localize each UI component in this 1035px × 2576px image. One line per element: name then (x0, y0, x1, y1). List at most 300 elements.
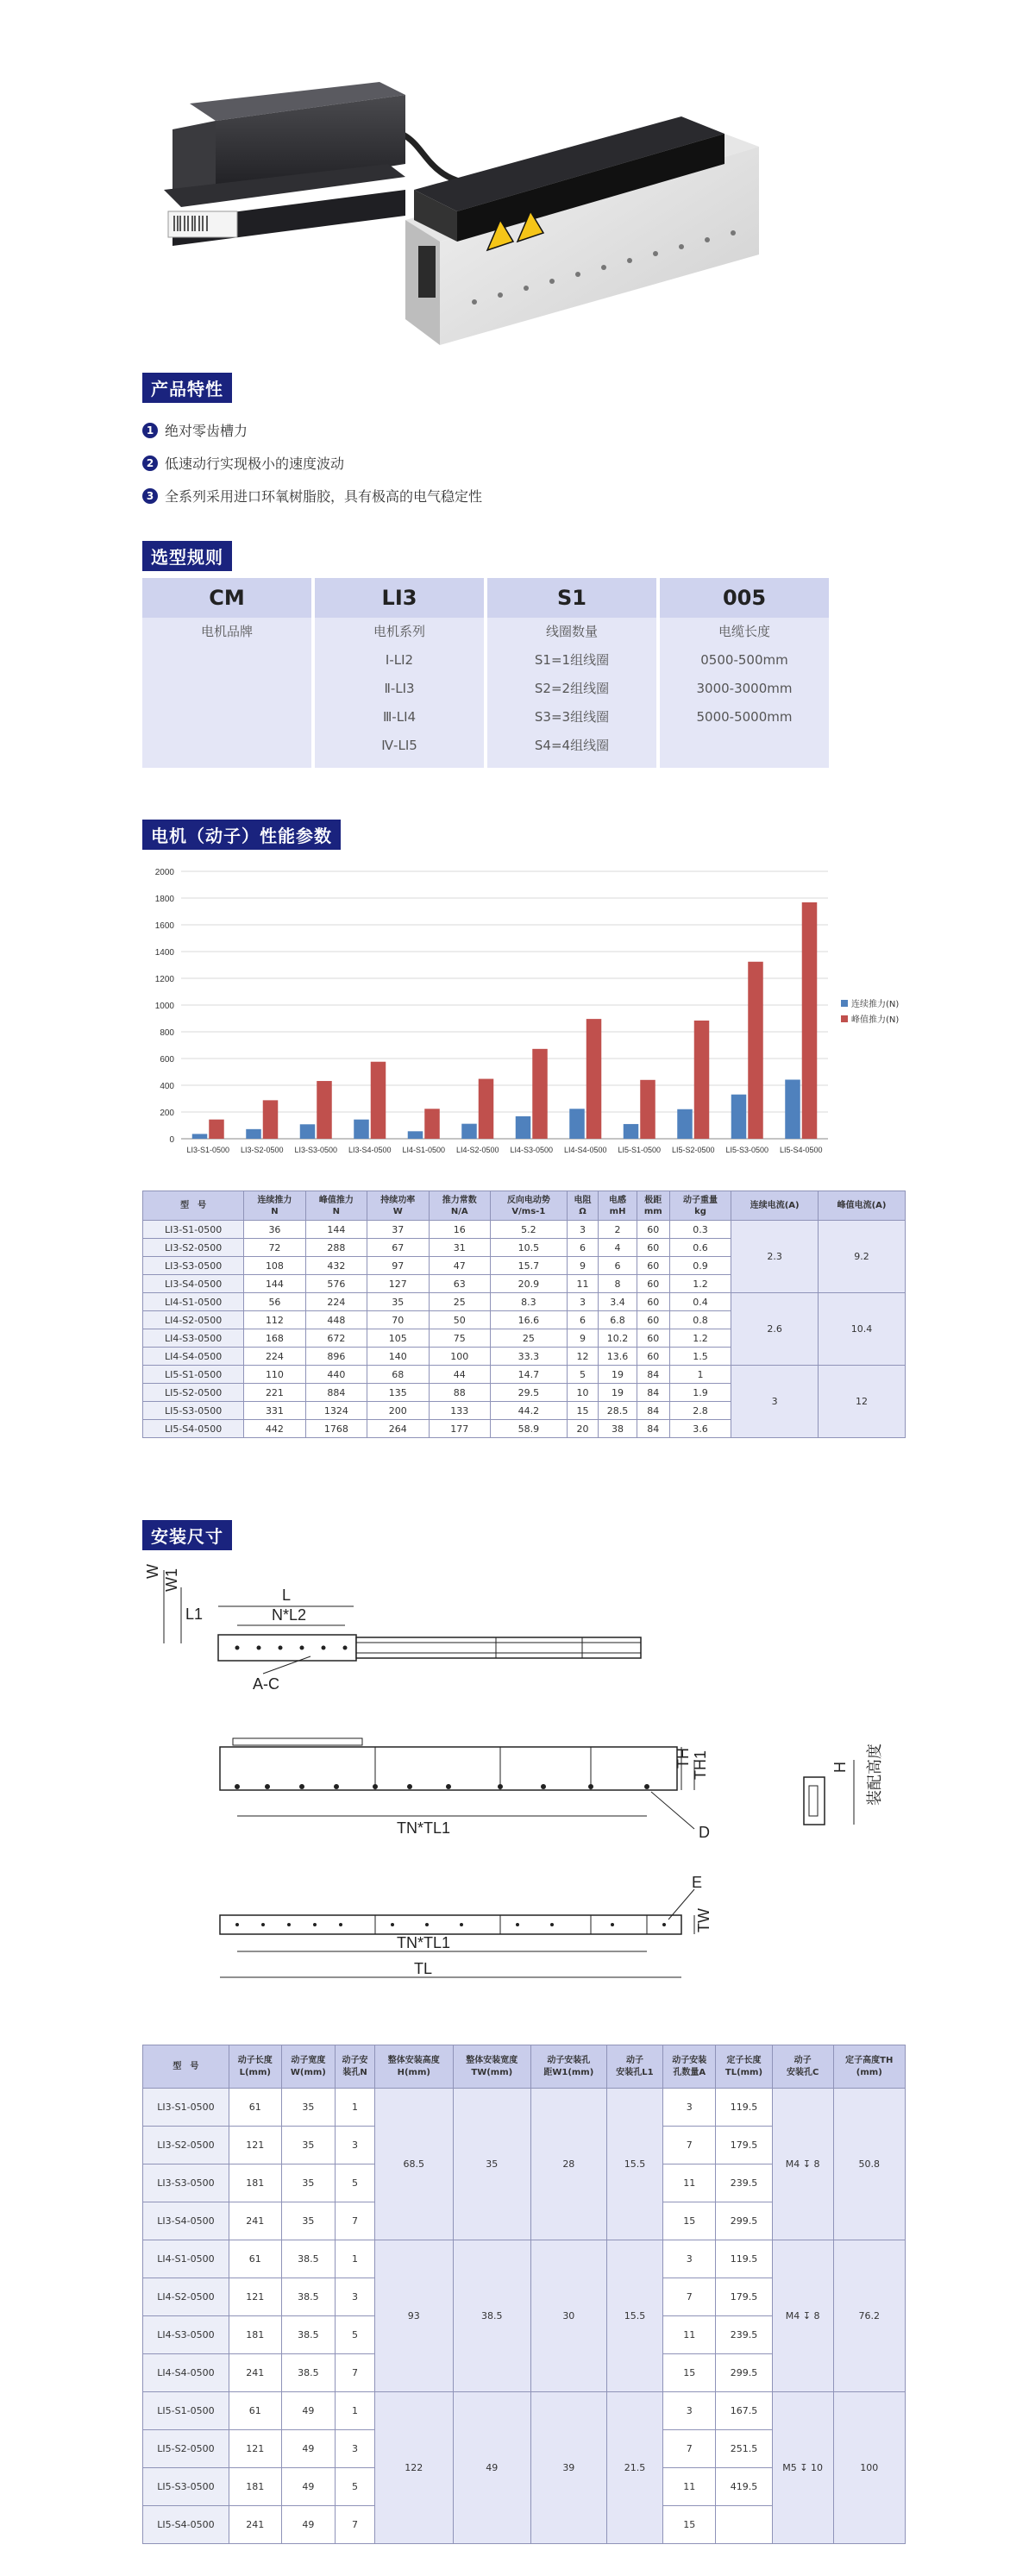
value-cell: 84 (637, 1384, 669, 1402)
selection-column-cable (660, 578, 829, 768)
peak-thrust-bar (479, 1079, 494, 1139)
value-cell: 72 (244, 1239, 305, 1257)
model-cell: LI5-S2-0500 (143, 1384, 244, 1402)
value-cell: 60 (637, 1239, 669, 1257)
value-cell: 6.8 (599, 1311, 637, 1329)
feature-text: 绝对零齿槽力 (165, 423, 248, 439)
y-tick-label: 200 (160, 1109, 174, 1118)
group-h-cell: 68.5 (375, 2089, 454, 2240)
value-cell: 105 (367, 1329, 429, 1348)
dim-tntl1b-label: TN*TL1 (397, 1934, 451, 1951)
value-cell: 0.9 (669, 1257, 731, 1275)
peak-thrust-bar (371, 1062, 386, 1139)
value-cell: 127 (367, 1275, 429, 1293)
value-cell: 58.9 (490, 1420, 567, 1438)
selection-column-series (315, 578, 484, 768)
value-cell: 3 (567, 1221, 599, 1239)
mount-header-cell: 动子长度 L(mm) (229, 2045, 281, 2089)
group-w1-cell: 30 (531, 2240, 607, 2392)
value-cell: 44 (429, 1366, 490, 1384)
dim-nl2-label: N*L2 (272, 1606, 307, 1624)
value-cell: 14.7 (490, 1366, 567, 1384)
value-cell: 68 (367, 1366, 429, 1384)
value-cell: 0.4 (669, 1293, 731, 1311)
value-cell: 60 (637, 1348, 669, 1366)
value-cell: 5 (567, 1366, 599, 1384)
thrust-chart (129, 858, 837, 1173)
value-cell: 60 (637, 1311, 669, 1329)
value-cell: 8 (599, 1275, 637, 1293)
value-cell: 168 (244, 1329, 305, 1348)
peak-current-cell: 10.4 (819, 1293, 906, 1366)
mount-table-row (143, 2392, 906, 2430)
value-cell: 63 (429, 1275, 490, 1293)
value-cell: 179.5 (716, 2127, 773, 2164)
continuous-current-cell: 2.3 (731, 1221, 819, 1293)
value-cell: 110 (244, 1366, 305, 1384)
continuous-thrust-bar (461, 1124, 477, 1139)
legend-label: 峰值推力(N) (851, 1015, 900, 1025)
peak-current-cell: 9.2 (819, 1221, 906, 1293)
value-cell: 299.5 (716, 2202, 773, 2240)
value-cell: 896 (305, 1348, 367, 1366)
y-tick-label: 0 (169, 1135, 174, 1145)
selection-line: Ⅳ-LI5 (381, 738, 417, 753)
selection-code: S1 (487, 578, 656, 618)
value-cell: 97 (367, 1257, 429, 1275)
group-l1-cell: 21.5 (606, 2392, 663, 2544)
value-cell: 119.5 (716, 2240, 773, 2278)
value-cell: 1 (669, 1366, 731, 1384)
thread-depth: 10 (811, 2462, 823, 2473)
selection-column-coils (487, 578, 656, 768)
thread-depth: 8 (813, 2310, 820, 2322)
thread-depth: 8 (813, 2158, 820, 2170)
value-cell: 29.5 (490, 1384, 567, 1402)
selection-code: CM (142, 578, 311, 618)
perf-header-cell: 反向电动势 V/ms-1 (490, 1191, 567, 1221)
model-cell: LI3-S3-0500 (143, 2164, 229, 2202)
perf-header-cell: 型 号 (143, 1191, 244, 1221)
mount-header-cell: 动子安装孔 距W1(mm) (531, 2045, 607, 2089)
model-cell: LI3-S4-0500 (143, 1275, 244, 1293)
continuous-thrust-bar (569, 1109, 585, 1139)
perf-header-cell: 持续功率 W (367, 1191, 429, 1221)
y-tick-label: 1000 (154, 1002, 174, 1011)
dim-tntl1-label: TN*TL1 (397, 1819, 451, 1837)
x-tick-label: LI4-S3-0500 (510, 1146, 554, 1154)
model-cell: LI3-S4-0500 (143, 2202, 229, 2240)
selection-line: 电缆长度 (718, 624, 770, 639)
product-photo (121, 35, 776, 345)
peak-thrust-bar (694, 1021, 710, 1139)
value-cell: 241 (229, 2202, 281, 2240)
perf-header-cell: 连续推力 N (244, 1191, 305, 1221)
value-cell: 672 (305, 1329, 367, 1348)
value-cell: 8.3 (490, 1293, 567, 1311)
value-cell: 7 (663, 2430, 716, 2468)
value-cell: 33.3 (490, 1348, 567, 1366)
mount-header-cell: 动子宽度 W(mm) (281, 2045, 335, 2089)
model-cell: LI5-S4-0500 (143, 2506, 229, 2544)
value-cell: 20.9 (490, 1275, 567, 1293)
value-cell: 4 (599, 1239, 637, 1257)
value-cell: 25 (490, 1329, 567, 1348)
perf-header-cell: 电感 mH (599, 1191, 637, 1221)
dim-tl-label: TL (414, 1960, 433, 1977)
group-c-cell (772, 2392, 833, 2544)
feature-number: 1 (142, 423, 158, 438)
model-cell: LI5-S2-0500 (143, 2430, 229, 2468)
value-cell: 49 (281, 2468, 335, 2506)
value-cell: 1 (336, 2392, 375, 2430)
value-cell: 3 (567, 1293, 599, 1311)
value-cell: 19 (599, 1384, 637, 1402)
depth-arrow-icon: ↧ (800, 2310, 814, 2322)
group-tw-cell: 49 (453, 2392, 531, 2544)
feature-text: 全系列采用进口环氧树脂胶，具有极高的电气稳定性 (165, 488, 483, 505)
value-cell: 144 (305, 1221, 367, 1239)
performance-table (142, 1191, 906, 1438)
value-cell: 10 (567, 1384, 599, 1402)
model-cell: LI4-S3-0500 (143, 1329, 244, 1348)
perf-table-row (143, 1366, 906, 1384)
continuous-thrust-bar (300, 1124, 316, 1139)
value-cell: 3 (663, 2240, 716, 2278)
selection-line: 0500-500mm (700, 652, 788, 668)
value-cell: 15 (663, 2506, 716, 2544)
selection-line: S1=1组线圈 (534, 652, 610, 668)
value-cell: 3.4 (599, 1293, 637, 1311)
value-cell: 49 (281, 2392, 335, 2430)
perf-header-cell: 动子重量 kg (669, 1191, 731, 1221)
group-l1-cell: 15.5 (606, 2240, 663, 2392)
y-tick-label: 1800 (154, 895, 174, 904)
value-cell: 440 (305, 1366, 367, 1384)
value-cell: 38.5 (281, 2354, 335, 2392)
dim-ac-label: A-C (253, 1675, 279, 1693)
value-cell: 60 (637, 1275, 669, 1293)
value-cell: 7 (663, 2278, 716, 2316)
value-cell: 5 (336, 2468, 375, 2506)
peak-thrust-bar (586, 1019, 602, 1139)
x-tick-label: LI5-S2-0500 (671, 1146, 715, 1154)
value-cell: 224 (305, 1293, 367, 1311)
value-cell: 11 (663, 2164, 716, 2202)
continuous-thrust-bar (246, 1129, 261, 1139)
features-title: 产品特性 (142, 373, 232, 403)
end-view-diagram (794, 1712, 923, 1833)
value-cell: 140 (367, 1348, 429, 1366)
value-cell: 38.5 (281, 2278, 335, 2316)
group-h-cell: 93 (375, 2240, 454, 2392)
value-cell: 11 (663, 2468, 716, 2506)
model-cell: LI4-S2-0500 (143, 1311, 244, 1329)
value-cell: 10.2 (599, 1329, 637, 1348)
y-tick-label: 400 (160, 1082, 174, 1091)
perf-header-cell: 峰值电流(A) (819, 1191, 906, 1221)
value-cell: 3 (336, 2430, 375, 2468)
continuous-current-cell: 2.6 (731, 1293, 819, 1366)
peak-thrust-bar (532, 1049, 548, 1139)
group-w1-cell: 28 (531, 2089, 607, 2240)
selection-code: LI3 (315, 578, 484, 618)
x-tick-label: LI3-S4-0500 (348, 1146, 392, 1154)
dim-h-label: H (831, 1762, 849, 1773)
value-cell: 288 (305, 1239, 367, 1257)
perf-header-cell: 极距 mm (637, 1191, 669, 1221)
value-cell: 3 (663, 2392, 716, 2430)
value-cell: 61 (229, 2240, 281, 2278)
selection-line: Ⅰ-LI2 (385, 652, 414, 668)
value-cell: 35 (281, 2089, 335, 2127)
selection-code: 005 (660, 578, 829, 618)
mount-header-cell: 动子 安装孔L1 (606, 2045, 663, 2089)
model-cell: LI3-S1-0500 (143, 2089, 229, 2127)
dim-w1-label: W1 (163, 1568, 180, 1592)
mount-header-cell: 动子 安装孔C (772, 2045, 833, 2089)
peak-thrust-bar (263, 1100, 279, 1139)
dim-l1-label: L1 (185, 1605, 204, 1623)
value-cell: 9 (567, 1257, 599, 1275)
perf-header-cell: 电阻 Ω (567, 1191, 599, 1221)
perf-header-cell: 推力常数 N/A (429, 1191, 490, 1221)
value-cell: 20 (567, 1420, 599, 1438)
value-cell: 0.3 (669, 1221, 731, 1239)
value-cell: 10.5 (490, 1239, 567, 1257)
x-tick-label: LI5-S4-0500 (779, 1146, 823, 1154)
model-cell: LI4-S3-0500 (143, 2316, 229, 2354)
selection-line: S2=2组线圈 (534, 681, 610, 696)
group-th-cell: 50.8 (833, 2089, 905, 2240)
continuous-thrust-bar (354, 1120, 369, 1139)
selection-line: 线圈数量 (545, 624, 598, 639)
feature-number: 2 (142, 456, 158, 471)
value-cell: 84 (637, 1366, 669, 1384)
peak-thrust-bar (748, 962, 763, 1139)
value-cell: 100 (429, 1348, 490, 1366)
performance-title: 电机（动子）性能参数 (142, 820, 341, 850)
model-cell: LI5-S3-0500 (143, 1402, 244, 1420)
selection-line: S4=4组线圈 (534, 738, 610, 753)
selection-line: 电机品牌 (200, 624, 253, 639)
value-cell: 1324 (305, 1402, 367, 1420)
value-cell: 84 (637, 1402, 669, 1420)
value-cell: 181 (229, 2468, 281, 2506)
value-cell: 200 (367, 1402, 429, 1420)
value-cell: 3 (336, 2278, 375, 2316)
value-cell: 3.6 (669, 1420, 731, 1438)
group-tw-cell: 35 (453, 2089, 531, 2240)
perf-table-row (143, 1293, 906, 1311)
x-tick-label: LI4-S2-0500 (455, 1146, 499, 1154)
x-tick-label: LI4-S4-0500 (563, 1146, 607, 1154)
selection-line: Ⅲ-LI4 (382, 709, 417, 725)
dim-d-label: D (699, 1824, 710, 1841)
mount-header-cell: 动子安装 孔数量A (663, 2045, 716, 2089)
value-cell: 5 (336, 2316, 375, 2354)
value-cell: 299.5 (716, 2354, 773, 2392)
value-cell: 1.2 (669, 1275, 731, 1293)
selection-line: 电机系列 (373, 624, 425, 639)
group-l1-cell: 15.5 (606, 2089, 663, 2240)
legend-label: 连续推力(N) (851, 1000, 900, 1009)
value-cell: 1.9 (669, 1384, 731, 1402)
value-cell: 264 (367, 1420, 429, 1438)
group-h-cell: 122 (375, 2392, 454, 2544)
install-title: 安装尺寸 (142, 1520, 232, 1550)
peak-thrust-bar (802, 902, 818, 1139)
value-cell: 7 (336, 2506, 375, 2544)
mount-header-cell: 整体安装宽度 TW(mm) (453, 2045, 531, 2089)
mount-header-cell: 型 号 (143, 2045, 229, 2089)
model-cell: LI3-S2-0500 (143, 2127, 229, 2164)
x-tick-label: LI3-S1-0500 (186, 1146, 230, 1154)
value-cell: 35 (281, 2127, 335, 2164)
value-cell: 61 (229, 2089, 281, 2127)
value-cell: 61 (229, 2392, 281, 2430)
value-cell: 6 (567, 1239, 599, 1257)
group-c-cell (772, 2240, 833, 2392)
y-tick-label: 1200 (154, 975, 174, 984)
thread-size: M4 (785, 2158, 800, 2170)
value-cell: 135 (367, 1384, 429, 1402)
value-cell: 6 (567, 1311, 599, 1329)
feature-item (142, 420, 248, 440)
mount-table-row (143, 2240, 906, 2278)
value-cell: 1768 (305, 1420, 367, 1438)
value-cell: 7 (336, 2202, 375, 2240)
value-cell: 70 (367, 1311, 429, 1329)
model-cell: LI5-S1-0500 (143, 1366, 244, 1384)
value-cell: 36 (244, 1221, 305, 1239)
mounting-table (142, 2045, 906, 2544)
x-tick-label: LI5-S1-0500 (618, 1146, 662, 1154)
model-cell: LI4-S2-0500 (143, 2278, 229, 2316)
value-cell: 432 (305, 1257, 367, 1275)
value-cell: 177 (429, 1420, 490, 1438)
thread-size: M4 (785, 2310, 800, 2322)
value-cell: 331 (244, 1402, 305, 1420)
value-cell: 1.5 (669, 1348, 731, 1366)
dim-e-label: E (692, 1874, 703, 1891)
value-cell: 119.5 (716, 2089, 773, 2127)
group-tw-cell: 38.5 (453, 2240, 531, 2392)
value-cell: 16.6 (490, 1311, 567, 1329)
value-cell: 3 (663, 2089, 716, 2127)
value-cell: 179.5 (716, 2278, 773, 2316)
dim-tw-label: TW (695, 1908, 712, 1932)
model-cell: LI5-S3-0500 (143, 2468, 229, 2506)
value-cell: 37 (367, 1221, 429, 1239)
value-cell: 47 (429, 1257, 490, 1275)
value-cell: 133 (429, 1402, 490, 1420)
value-cell: 13.6 (599, 1348, 637, 1366)
value-cell: 15 (663, 2202, 716, 2240)
thread-size: M5 (782, 2462, 797, 2473)
value-cell: 5 (336, 2164, 375, 2202)
model-cell: LI5-S4-0500 (143, 1420, 244, 1438)
mount-header-cell: 动子安 装孔N (336, 2045, 375, 2089)
value-cell: 884 (305, 1384, 367, 1402)
group-th-cell: 76.2 (833, 2240, 905, 2392)
feature-item (142, 453, 344, 473)
x-tick-label: LI5-S3-0500 (725, 1146, 769, 1154)
value-cell: 60 (637, 1293, 669, 1311)
group-th-cell: 100 (833, 2392, 905, 2544)
value-cell: 221 (244, 1384, 305, 1402)
value-cell: 0.8 (669, 1311, 731, 1329)
group-c-cell (772, 2089, 833, 2240)
continuous-thrust-bar (192, 1134, 208, 1139)
value-cell: 6 (599, 1257, 637, 1275)
value-cell: 251.5 (716, 2430, 773, 2468)
value-cell: 25 (429, 1293, 490, 1311)
value-cell: 19 (599, 1366, 637, 1384)
mount-header-cell: 定子高度TH (mm) (833, 2045, 905, 2089)
value-cell: 181 (229, 2316, 281, 2354)
y-tick-label: 1600 (154, 921, 174, 931)
feature-item (142, 486, 482, 506)
depth-arrow-icon: ↧ (796, 2462, 811, 2473)
value-cell: 7 (663, 2127, 716, 2164)
value-cell: 60 (637, 1221, 669, 1239)
y-tick-label: 800 (160, 1028, 174, 1038)
selection-line: 3000-3000mm (696, 681, 793, 696)
model-cell: LI4-S4-0500 (143, 2354, 229, 2392)
value-cell: 11 (663, 2316, 716, 2354)
y-tick-label: 1400 (154, 948, 174, 958)
value-cell: 241 (229, 2506, 281, 2544)
y-tick-label: 600 (160, 1055, 174, 1065)
perf-table-row (143, 1221, 906, 1239)
continuous-thrust-bar (408, 1131, 423, 1139)
value-cell: 31 (429, 1239, 490, 1257)
value-cell: 1 (336, 2089, 375, 2127)
value-cell: 16 (429, 1221, 490, 1239)
model-cell: LI4-S4-0500 (143, 1348, 244, 1366)
value-cell: 121 (229, 2278, 281, 2316)
value-cell: 239.5 (716, 2164, 773, 2202)
value-cell: 60 (637, 1329, 669, 1348)
value-cell: 241 (229, 2354, 281, 2392)
side-view-diagram (216, 1730, 750, 1855)
value-cell: 49 (281, 2506, 335, 2544)
mount-header-cell: 定子长度 TL(mm) (716, 2045, 773, 2089)
peak-thrust-bar (209, 1120, 224, 1139)
value-cell: 12 (567, 1348, 599, 1366)
value-cell: 15.7 (490, 1257, 567, 1275)
value-cell (716, 2506, 773, 2544)
value-cell: 0.6 (669, 1239, 731, 1257)
selection-line: Ⅱ-LI3 (384, 681, 415, 696)
value-cell: 5.2 (490, 1221, 567, 1239)
x-tick-label: LI3-S2-0500 (240, 1146, 284, 1154)
model-cell: LI3-S3-0500 (143, 1257, 244, 1275)
selection-line: S3=3组线圈 (534, 709, 610, 725)
value-cell: 67 (367, 1239, 429, 1257)
selection-column-brand (142, 578, 311, 768)
model-cell: LI3-S2-0500 (143, 1239, 244, 1257)
model-cell: LI5-S1-0500 (143, 2392, 229, 2430)
model-cell: LI3-S1-0500 (143, 1221, 244, 1239)
y-tick-label: 2000 (154, 868, 174, 877)
value-cell: 38.5 (281, 2240, 335, 2278)
continuous-current-cell: 3 (731, 1366, 819, 1438)
value-cell: 2.8 (669, 1402, 731, 1420)
value-cell: 442 (244, 1420, 305, 1438)
selection-line: 5000-5000mm (696, 709, 793, 725)
